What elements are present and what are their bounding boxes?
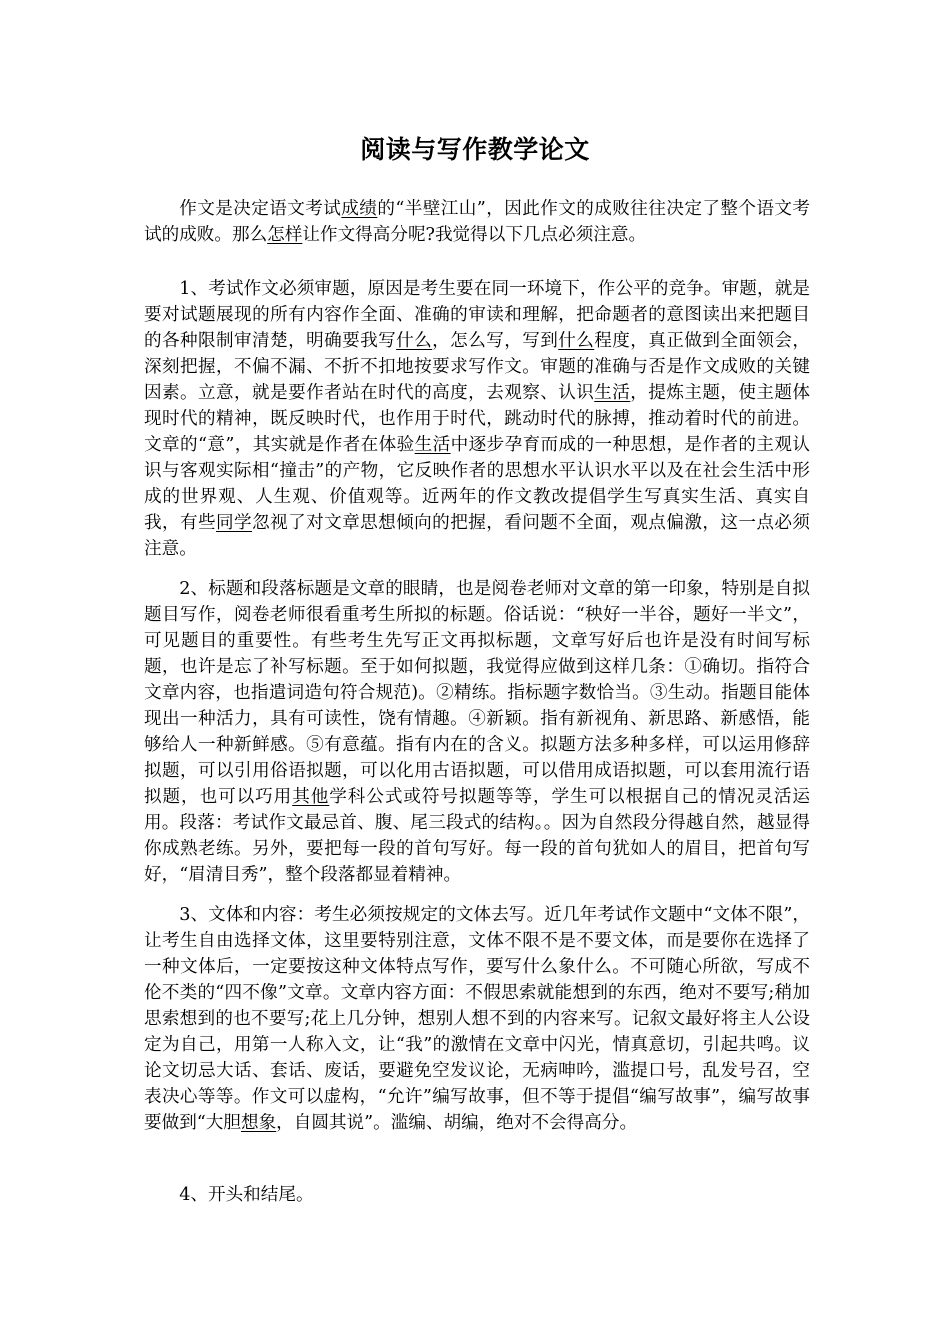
underlined-word: 什么 — [558, 331, 595, 351]
underlined-word: 想象 — [240, 1113, 277, 1133]
paragraph-point-2 — [144, 576, 810, 888]
paragraph-point-1 — [144, 276, 810, 562]
paragraph-text — [144, 196, 810, 248]
paragraph-point-3 — [144, 902, 810, 1136]
underlined-word: 怎样 — [267, 225, 303, 245]
paragraph-text — [144, 276, 810, 562]
text-segment: ，怎么写，写到 — [432, 331, 559, 351]
document-title: 阅读与写作教学论文 — [360, 135, 590, 164]
underlined-word: 什么 — [396, 331, 433, 351]
underlined-word: 生活 — [414, 435, 451, 455]
text-segment: 作文是决定语文考试 — [179, 199, 342, 219]
text-segment: 忽视了对文章思想倾向的把握，看问题不全面，观点偏激，这一点必须注意。 — [144, 513, 810, 559]
paragraph-text — [144, 576, 810, 888]
paragraph-intro — [144, 196, 810, 248]
text-segment: 学科公式或符号拟题等等，学生可以根据自己的情况灵活运用。段落：考试作文最忌首、腹、尾三段式的结构。。因为自然段分得越自然，越显得你成熟老练。另外，要把每一段的首句写好。每一段的首句犹如人的眉目，把首句写好，“眉清目秀”，整个段落都显着精神。 — [144, 787, 810, 885]
underlined-word: 生活 — [594, 383, 631, 403]
paragraph-text — [144, 902, 810, 1136]
underlined-word: 成绩 — [341, 199, 378, 219]
text-segment: 1、考试作文必须审题，原因是考生要在同一环境下，作公平的竞争。审题，就是要对试题展现的所有内容作全面、准确的审读和理解，把命题者的意图读出来把题目的各种限制审清楚，明确要我写 — [144, 279, 810, 351]
text-segment: ，提炼主题，使主题体现时代的精神，既反映时代，也作用于时代，跳动时代的脉搏，推动着时代的前进。文章的“意”，其实就是作者在体验 — [144, 383, 810, 455]
underlined-word: 其他 — [292, 787, 330, 807]
paragraph-point-4 — [144, 1182, 810, 1208]
text-segment: 3、文体和内容：考生必须按规定的文体去写。近几年考试作文题中“文体不限”，让考生自由选择文体，这里要特别注意，文体不限不是不要文体，而是要你在选择了一种文体后，一定要按这种文体特点写作，要写什么象什么。不可随心所欲，写成不伦不类的“四不像”文章。文章内容方面：不假思索就能想到的东西，绝对不要写;稍加思索想到的也不要写;花上几分钟，想别人想不到的内容来写。记叙文最好将主人公设定为自己，用第一人称入文，让“我”的激情在文章中闪光，情真意切，引起共鸣。议论文切忌大话、套话、废话，要避免空发议论，无病呻吟，滥提口号，乱发号召，空表决心等等。作文可以虚构，“允许”编写故事，但不等于提倡“编写故事”，编写故事要做到“大胆 — [144, 905, 810, 1133]
text-segment: ，自圆其说”。滥编、胡编，绝对不会得高分。 — [276, 1113, 638, 1133]
text-segment: 让作文得高分呢?我觉得以下几点必须注意。 — [302, 225, 647, 245]
text-segment: 程度，真正做到全面领会，深刻把握，不偏不漏、不折不扣地按要求写作文。审题的准确与否是作文成败的关键因素。立意，就是要作者站在时代的高度，去观察、认识 — [144, 331, 810, 403]
text-segment: 的“半壁江山”，因此作文的成败往往决定了整个语文考试的成败。那么 — [144, 199, 810, 245]
text-segment: 4、开头和结尾。 — [179, 1185, 314, 1205]
text-segment: 中逐步孕育而成的一种思想，是作者的主观认识与客观实际相“撞击”的产物，它反映作者的思想水平认识水平以及在社会生活中形成的世界观、人生观、价值观等。近两年的作文教改提倡学生写真实生活、真实自我，有些 — [144, 435, 810, 533]
text-segment: 2、标题和段落标题是文章的眼睛，也是阅卷老师对文章的第一印象，特别是自拟题目写作，阅卷老师很看重考生所拟的标题。俗话说：“秧好一半谷，题好一半文”，可见题目的重要性。有些考生先写正文再拟标题，文章写好后也许是没有时间写标题，也许是忘了补写标题。至于如何拟题，我觉得应做到这样几条：①确切。指符合文章内容，也指遣词造句符合规范)。②精练。指标题字数恰当。③生动。指题目能体现出一种活力，具有可读性，饶有情趣。④新颖。指有新视角、新思路、新感悟，能够给人一种新鲜感。⑤有意蕴。指有内在的含义。拟题方法多种多样，可以运用修辞拟题，可以引用俗语拟题，可以化用古语拟题，可以借用成语拟题，可以套用流行语拟题，也可以巧用 — [144, 579, 810, 807]
paragraph-text — [144, 1182, 810, 1208]
underlined-word: 同学 — [216, 513, 253, 533]
